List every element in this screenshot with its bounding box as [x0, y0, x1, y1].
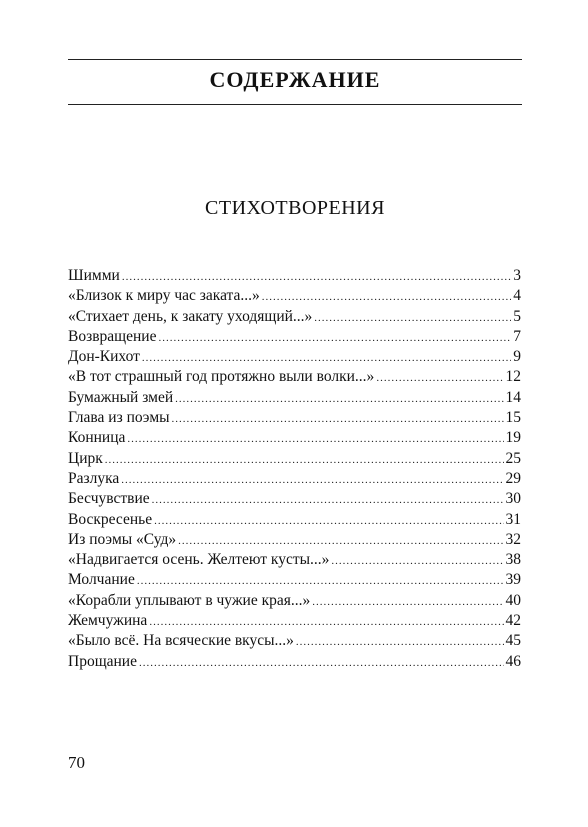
toc-entry-page: 30	[505, 490, 521, 508]
toc-entry	[68, 510, 521, 530]
toc-entry	[68, 449, 521, 469]
toc-entry	[68, 652, 521, 672]
table-of-contents	[68, 266, 521, 672]
toc-entry-page: 15	[505, 409, 521, 427]
toc-dot-leader	[105, 450, 504, 469]
toc-entry-page: 40	[505, 591, 521, 609]
toc-entry-title: Разлука	[68, 469, 120, 487]
section-title: СТИХОТВОРЕНИЯ	[205, 197, 385, 219]
toc-entry	[68, 428, 521, 448]
toc-entry	[68, 530, 521, 550]
toc-entry	[68, 631, 521, 651]
toc-entry-page: 4	[513, 287, 521, 305]
toc-entry-title: Бумажный змей	[68, 388, 174, 406]
toc-dot-leader	[158, 328, 511, 347]
toc-entry-title: Глава из поэмы	[68, 409, 170, 427]
toc-entry-page: 7	[513, 327, 521, 345]
toc-entry-page: 31	[505, 510, 521, 528]
toc-entry-title: «Надвигается осень. Желтеют кусты...»	[68, 551, 330, 569]
toc-dot-leader	[262, 287, 511, 306]
page-number: 70	[68, 753, 85, 772]
toc-entry-title: Шимми	[68, 267, 120, 284]
toc-entry-title: «Близок к миру час заката...»	[68, 287, 260, 305]
toc-entry-page: 29	[505, 469, 521, 487]
toc-dot-leader	[331, 551, 503, 570]
toc-dot-leader	[121, 470, 503, 489]
toc-entry-page: 39	[505, 571, 521, 589]
toc-entry-page: 32	[505, 530, 521, 548]
toc-entry	[68, 570, 521, 590]
toc-dot-leader	[127, 429, 503, 448]
toc-entry	[68, 266, 521, 286]
toc-dot-leader	[142, 348, 511, 367]
toc-entry-title: Конница	[68, 429, 126, 447]
toc-entry-title: Прощание	[68, 652, 137, 670]
toc-entry	[68, 550, 521, 570]
toc-dot-leader	[139, 653, 504, 672]
toc-entry-title: «Стихает день, к закату уходящий...»	[68, 307, 313, 325]
toc-dot-leader	[137, 571, 504, 590]
toc-entry-title: Дон-Кихот	[68, 348, 140, 366]
toc-entry-page: 9	[513, 348, 521, 366]
toc-entry	[68, 591, 521, 611]
toc-entry	[68, 327, 521, 347]
toc-entry-page: 14	[505, 388, 521, 406]
toc-entry	[68, 489, 521, 509]
toc-entry-page: 46	[505, 652, 521, 670]
toc-dot-leader	[296, 632, 504, 651]
toc-entry-page: 45	[505, 632, 521, 650]
toc-entry-title: Из поэмы «Суд»	[68, 530, 177, 548]
toc-entry	[68, 307, 521, 327]
toc-entry	[68, 469, 521, 489]
toc-entry	[68, 388, 521, 408]
toc-entry-title: Воскресенье	[68, 510, 153, 528]
toc-dot-leader	[178, 531, 503, 550]
toc-entry	[68, 367, 521, 387]
toc-dot-leader	[175, 389, 503, 408]
toc-entry-title: Возвращение	[68, 327, 157, 345]
toc-entry-title: Цирк	[68, 449, 103, 467]
toc-entry-title: Жемчужина	[68, 612, 148, 630]
toc-dot-leader	[122, 267, 511, 286]
toc-dot-leader	[154, 511, 503, 530]
toc-entry	[68, 611, 521, 631]
toc-dot-leader	[314, 308, 511, 327]
toc-dot-leader	[172, 409, 504, 428]
toc-entry-page: 3	[513, 267, 521, 284]
toc-entry-page: 19	[505, 429, 521, 447]
toc-entry-title: «В тот страшный год протяжно выли волки...»	[68, 368, 375, 386]
toc-entry-title: Молчание	[68, 571, 135, 589]
toc-dot-leader	[152, 490, 504, 509]
toc-dot-leader	[149, 612, 503, 631]
toc-entry	[68, 347, 521, 367]
toc-entry-page: 42	[505, 612, 521, 630]
toc-dot-leader	[376, 368, 503, 387]
top-rule	[68, 59, 522, 60]
toc-entry-page: 38	[505, 551, 521, 569]
toc-entry-title: «Корабли уплывают в чужие края...»	[68, 591, 311, 609]
bottom-rule	[68, 104, 522, 105]
toc-entry	[68, 286, 521, 306]
toc-entry-title: «Было всё. На всяческие вкусы...»	[68, 632, 294, 650]
page-title: СОДЕРЖАНИЕ	[209, 67, 381, 92]
toc-entry-page: 12	[505, 368, 521, 386]
toc-entry	[68, 408, 521, 428]
toc-entry-title: Бесчувствие	[68, 490, 150, 508]
toc-dot-leader	[312, 592, 503, 611]
toc-entry-page: 25	[505, 449, 521, 467]
toc-entry-page: 5	[513, 307, 521, 325]
